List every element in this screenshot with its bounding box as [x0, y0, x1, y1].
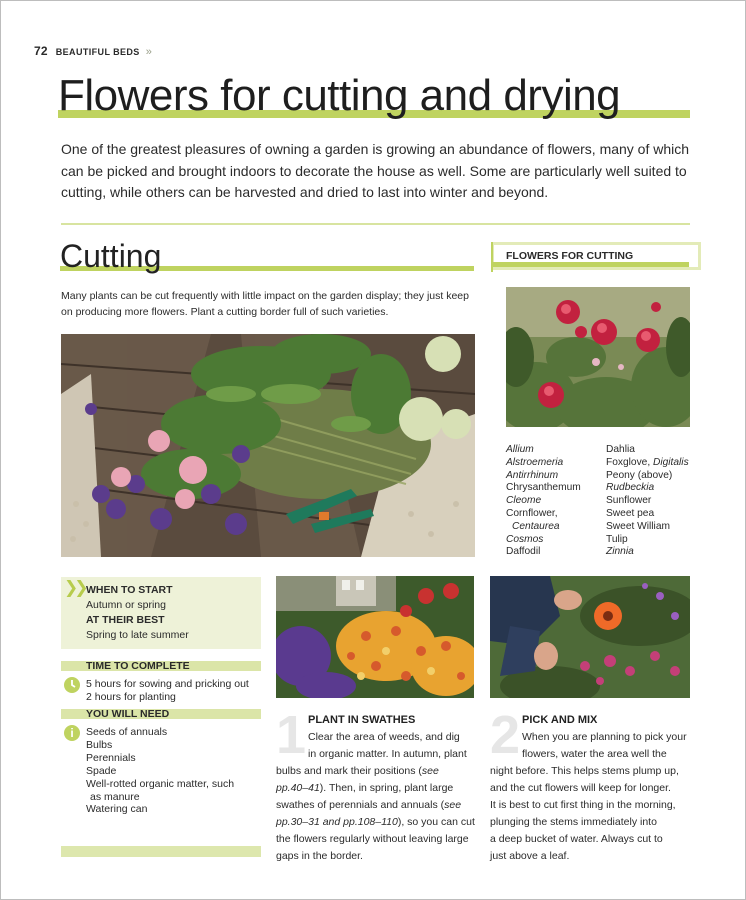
list-item: Peony (above) — [606, 469, 673, 481]
border-flowers-photo — [276, 576, 474, 698]
list-item: Cornflower, — [506, 507, 558, 519]
sidebar-title: FLOWERS FOR CUTTING — [491, 242, 701, 270]
step-2-body: When you are planning to pick your flowers, water the area well the night before. This helps stems plump up, and the cut flowers will keep for longer. It is best to cut first thing in the morning, plunging the stems immediately into a deep bucket of water. Always cut to just above a leaf. — [490, 731, 687, 862]
list-item: Bulbs — [86, 738, 113, 751]
cut-flowers-photo — [61, 334, 475, 557]
list-item: Dahlia — [606, 444, 635, 455]
list-item: Watering can — [86, 803, 148, 816]
flowers-list-col1 — [506, 444, 606, 559]
when-info — [86, 583, 189, 642]
cutting-heading: Cutting — [60, 238, 162, 274]
picking-flowers-photo — [490, 576, 690, 698]
list-item: Cleome — [506, 495, 542, 507]
time-values: 5 hours for sowing and pricking out 2 hours for planting — [86, 678, 249, 703]
best-label: AT THEIR BEST — [86, 614, 165, 626]
list-item: Seeds of annuals — [86, 726, 168, 738]
list-item: Cosmos — [506, 533, 544, 545]
list-item: as manure — [90, 790, 140, 803]
section-name: BEAUTIFUL BEDS — [55, 47, 140, 57]
list-item: Well-rotted organic matter, such — [86, 777, 235, 790]
sidebar-accent — [491, 242, 493, 272]
step-1-number: 1 — [276, 705, 307, 765]
list-item: Sweet William — [606, 520, 670, 532]
step-2-title: PICK AND MIX — [522, 714, 598, 726]
intro-paragraph: One of the greatest pleasures of owning a garden is growing an abundance of flowers, many of which can be picked and brought indoors to decorate the house as well. Some are particularly well suited to cutting, while others can be harvested and dried to last into winter and beyond. — [61, 141, 690, 200]
panel-footer-bar — [61, 846, 261, 857]
flowers-list-col2 — [606, 444, 698, 559]
sidebar-underline — [491, 262, 689, 267]
list-item: Sweet pea — [606, 507, 655, 519]
page-number: 72 — [34, 44, 48, 58]
list-item: Zinnia — [606, 546, 634, 558]
list-item: Centaurea — [512, 520, 560, 532]
need-list — [86, 726, 234, 816]
info-icon: i — [64, 725, 80, 741]
list-item: Rudbeckia — [606, 482, 655, 494]
list-item: Sunflower — [606, 495, 652, 507]
double-chevron-icon: ❯❯ — [64, 578, 85, 597]
peony-photo — [506, 287, 690, 427]
chevron-icon: » — [145, 46, 153, 58]
when-label: WHEN TO START — [86, 584, 173, 596]
running-head — [34, 44, 152, 58]
cutting-intro: Many plants can be cut frequently with little impact on the garden display; they just keep on producing more flowers. Plant a cutting border full of such varieties. — [61, 290, 469, 318]
list-item: Spade — [86, 764, 117, 777]
list-item: Tulip — [606, 533, 628, 545]
list-item: Perennials — [86, 751, 136, 764]
page-title: Flowers for cutting and drying — [58, 71, 621, 120]
list-item: Antirrhinum — [506, 469, 559, 481]
list-item: Foxglove, Digitalis — [606, 456, 689, 468]
when-value: Autumn or spring — [86, 598, 166, 611]
need-label: YOU WILL NEED — [61, 709, 261, 719]
divider — [61, 223, 690, 225]
list-item: Daffodil — [506, 546, 541, 558]
clock-icon — [64, 677, 80, 693]
list-item: Alstroemeria — [506, 456, 564, 468]
step-1-body: Clear the area of weeds, and dig in organic matter. In autumn, plant bulbs and mark their positions (see pp.40–41). Then, in spring, plant large swathes of perennials and annuals (see pp.30–31 and pp.108–110), so you can cut the flowers regularly without leaving large gaps in the border. — [276, 731, 475, 862]
list-item: Allium — [506, 444, 534, 455]
step-2-number: 2 — [490, 705, 521, 765]
time-label: TIME TO COMPLETE — [61, 661, 261, 671]
best-value: Spring to late summer — [86, 628, 189, 641]
list-item: Chrysanthemum — [506, 482, 581, 494]
step-1-title: PLANT IN SWATHES — [308, 714, 416, 726]
